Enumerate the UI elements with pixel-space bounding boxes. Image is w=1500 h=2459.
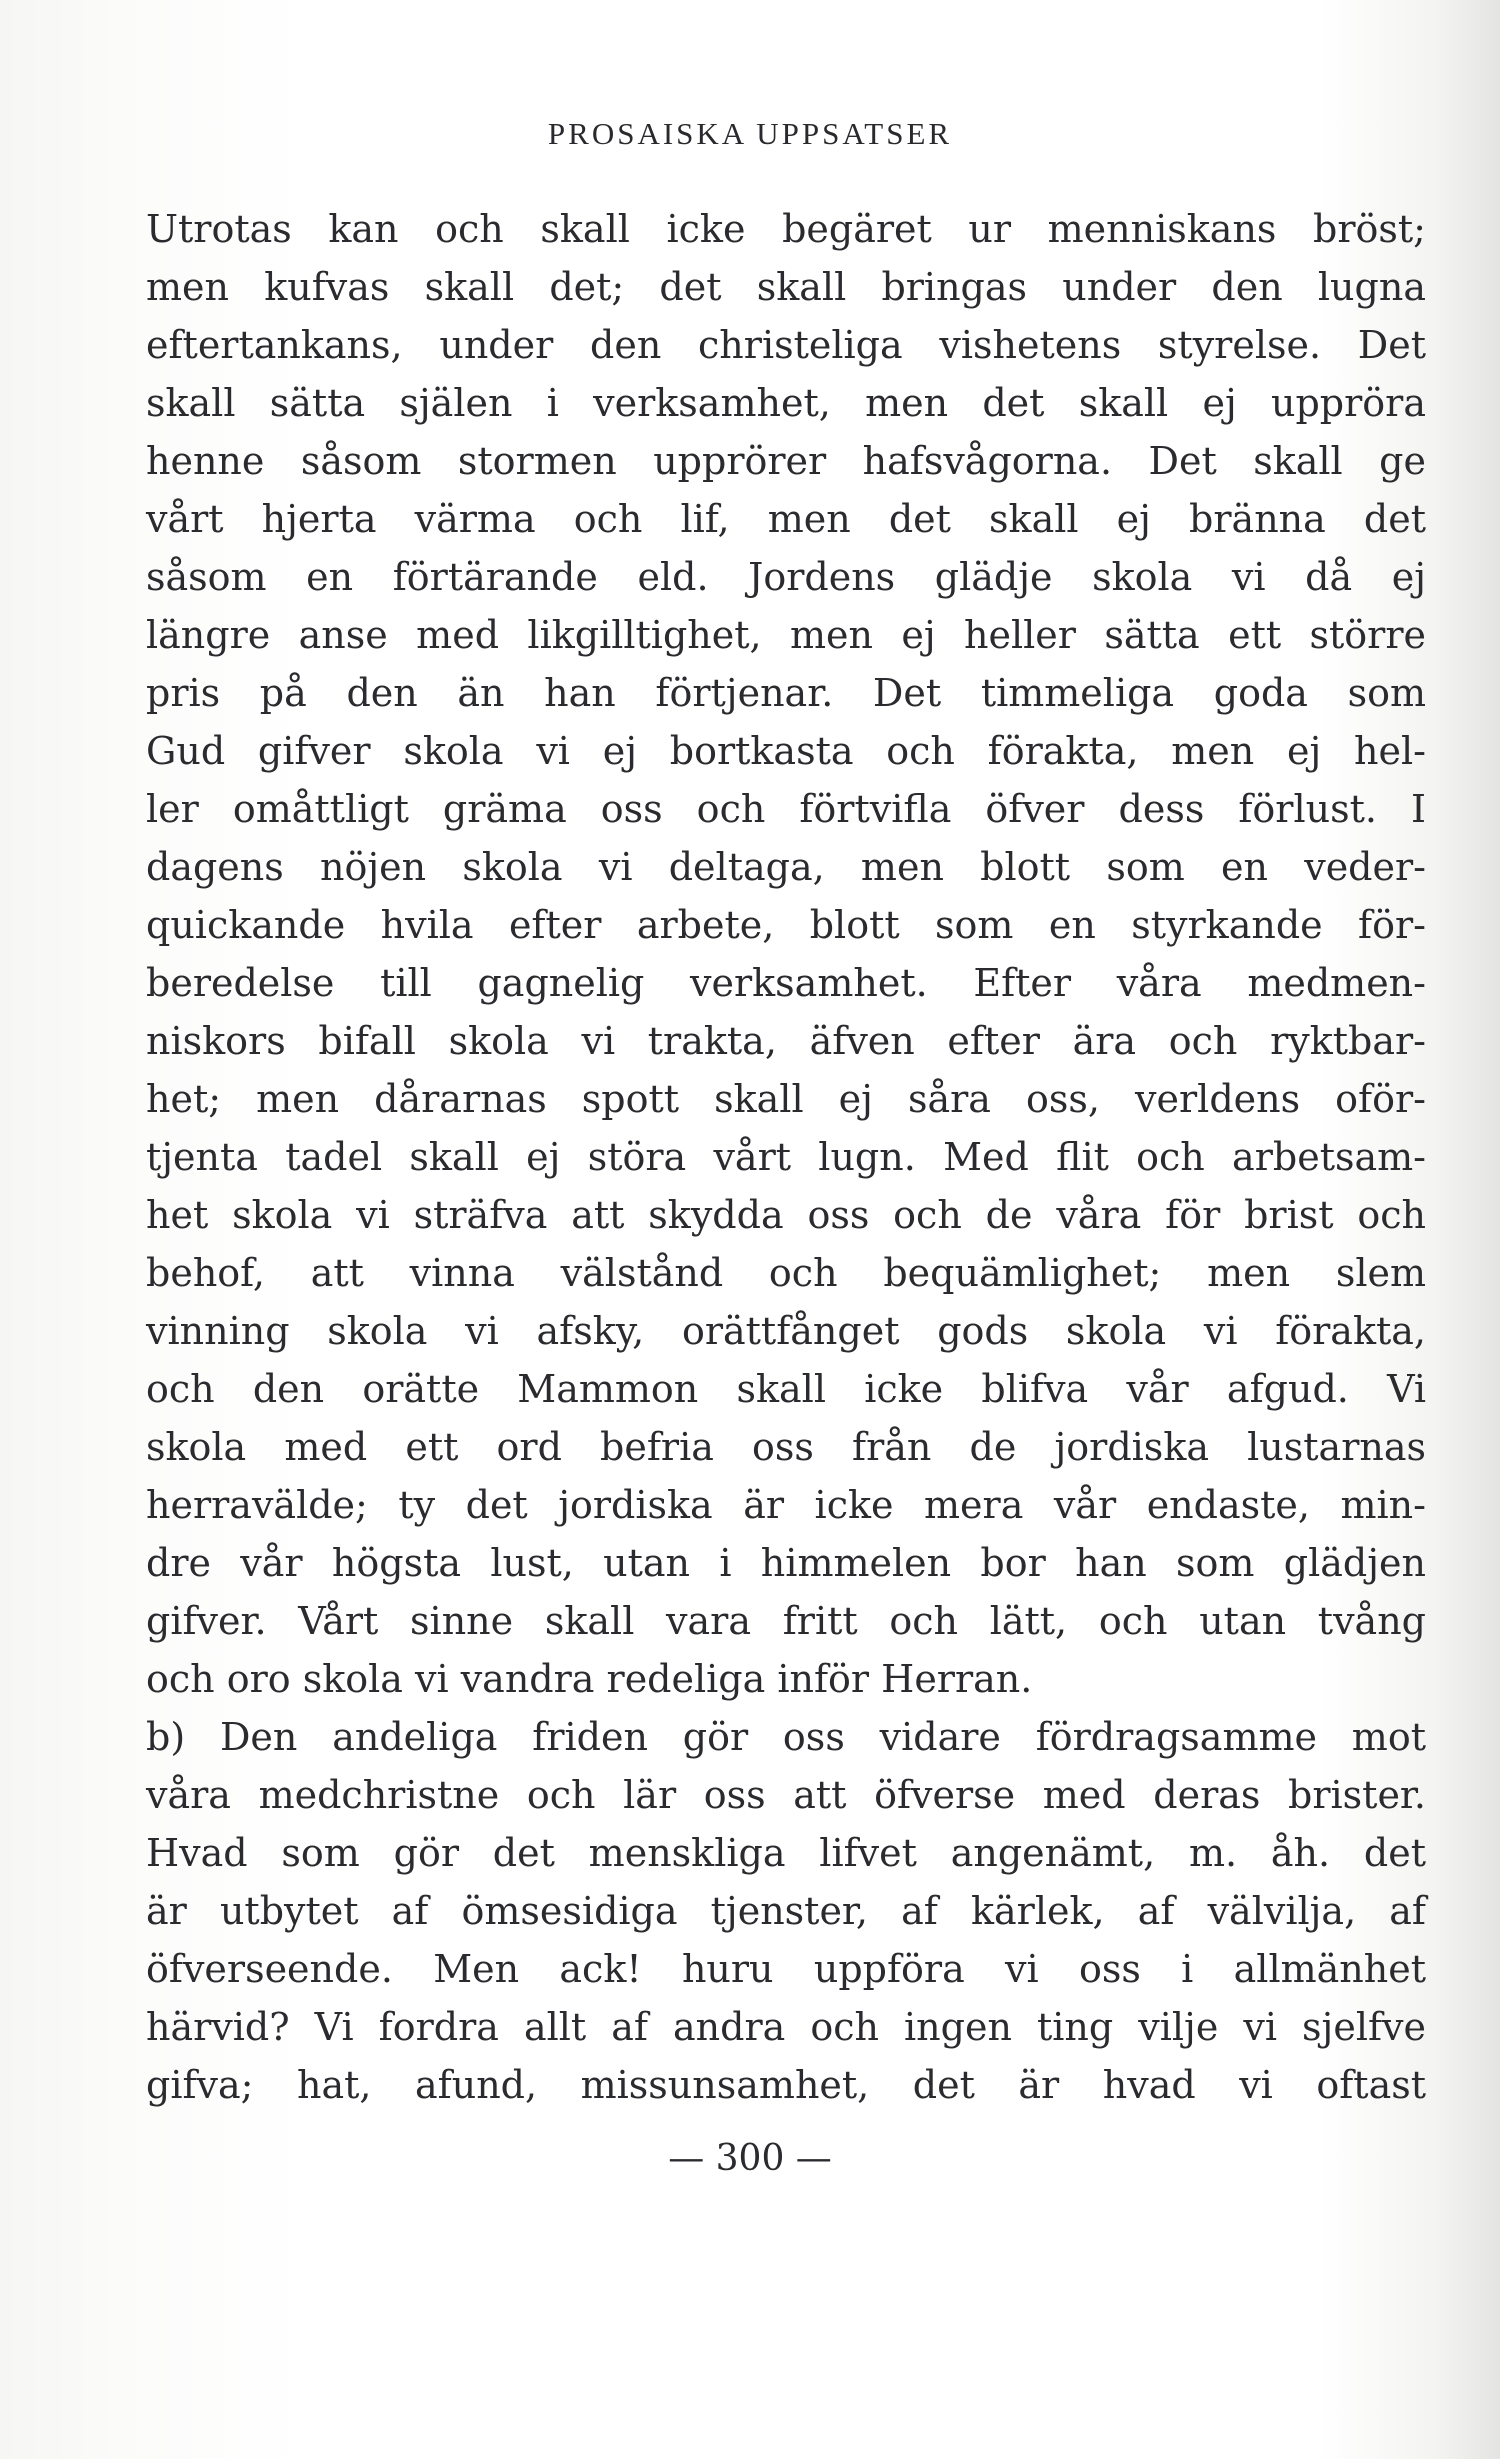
- text-line: såsom en förtärande eld. Jordens glädje skola vi då ej: [146, 555, 1426, 599]
- text-line: beredelse till gagnelig verksamhet. Efter våra medmen-: [146, 961, 1426, 1005]
- text-line: vinning skola vi afsky, orättfånget gods skola vi förakta,: [146, 1309, 1426, 1353]
- text-line: dagens nöjen skola vi deltaga, men blott som en veder-: [146, 845, 1426, 889]
- text-line: het; men dårarnas spott skall ej såra oss, verldens oför-: [146, 1077, 1426, 1121]
- text-line: skall sätta själen i verksamhet, men det skall ej uppröra: [146, 381, 1426, 425]
- text-line: öfverseende. Men ack! huru uppföra vi oss i allmänhet: [146, 1947, 1426, 1991]
- text-line: b) Den andeliga friden gör oss vidare fördragsamme mot: [146, 1715, 1426, 1759]
- body-text: [146, 200, 1426, 2114]
- text-line: dre vår högsta lust, utan i himmelen bor han som glädjen: [146, 1541, 1426, 1585]
- text-line: och oro skola vi vandra redeliga inför Herran.: [146, 1657, 1033, 1701]
- text-line: men kufvas skall det; det skall bringas under den lugna: [146, 265, 1426, 309]
- text-line: pris på den än han förtjenar. Det timmeliga goda som: [146, 671, 1426, 715]
- text-line: skola med ett ord befria oss från de jordiska lustarnas: [146, 1425, 1426, 1469]
- text-line: våra medchristne och lär oss att öfverse med deras brister.: [146, 1773, 1426, 1817]
- text-line: ler omåttligt gräma oss och förtvifla öfver dess förlust. I: [146, 787, 1426, 831]
- text-line: tjenta tadel skall ej störa vårt lugn. Med flit och arbetsam-: [146, 1135, 1426, 1179]
- text-line: Gud gifver skola vi ej bortkasta och förakta, men ej hel-: [146, 729, 1426, 773]
- text-line: eftertankans, under den christeliga vishetens styrelse. Det: [146, 323, 1426, 367]
- text-line: längre anse med likgilltighet, men ej heller sätta ett större: [146, 613, 1426, 657]
- text-line: het skola vi sträfva att skydda oss och de våra för brist och: [146, 1193, 1426, 1237]
- running-title: PROSAISKA UPPSATSER: [547, 116, 953, 151]
- text-line: vårt hjerta värma och lif, men det skall ej bränna det: [146, 497, 1426, 541]
- text-line: quickande hvila efter arbete, blott som en styrkande för-: [146, 903, 1426, 947]
- text-line: är utbytet af ömsesidiga tjenster, af kärlek, af välvilja, af: [146, 1889, 1426, 1933]
- text-line: henne såsom stormen upprörer hafsvågorna. Det skall ge: [146, 439, 1426, 483]
- text-line: härvid? Vi fordra allt af andra och ingen ting vilje vi sjelfve: [146, 2005, 1426, 2049]
- text-line: behof, att vinna välstånd och bequämlighet; men slem: [146, 1251, 1426, 1295]
- text-line: och den orätte Mammon skall icke blifva vår afgud. Vi: [146, 1367, 1426, 1411]
- text-line: herravälde; ty det jordiska är icke mera vår endaste, min-: [146, 1483, 1426, 1527]
- text-line: Hvad som gör det menskliga lifvet angenämt, m. åh. det: [146, 1831, 1426, 1875]
- page-number: — 300 —: [668, 2138, 832, 2179]
- text-line: gifver. Vårt sinne skall vara fritt och lätt, och utan tvång: [146, 1599, 1426, 1643]
- text-line: Utrotas kan och skall icke begäret ur menniskans bröst;: [146, 207, 1426, 251]
- text-line: niskors bifall skola vi trakta, äfven efter ära och ryktbar-: [146, 1019, 1426, 1063]
- text-line: gifva; hat, afund, missunsamhet, det är hvad vi oftast: [146, 2063, 1426, 2107]
